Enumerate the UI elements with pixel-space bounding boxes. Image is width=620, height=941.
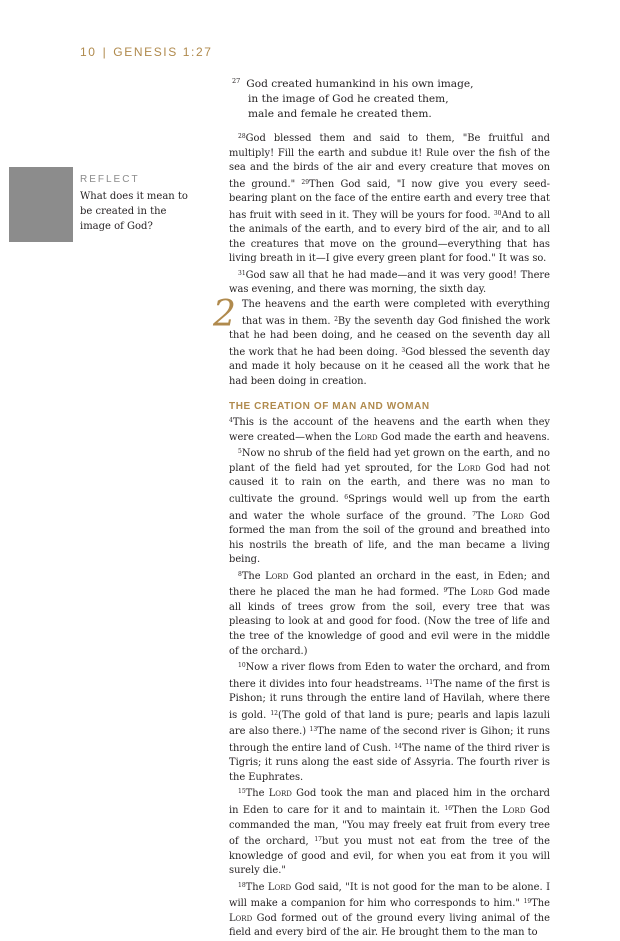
chapter-number: 2 bbox=[213, 294, 236, 336]
reflect-title: REFLECT bbox=[80, 174, 140, 185]
header-separator: | bbox=[102, 45, 108, 59]
reflect-sidebar-marker bbox=[9, 167, 73, 242]
paragraph: $^8$The Lord God planted an orchard in the east, in Eden; and there he placed the man he had formed. $^9$The Lord God made all kinds of trees grow from the soil, every tree that was pleasing to look at and good for food. (Now the tree of life and the tree of the knowledge of good and evil were in the middle of the orchard.) bbox=[229, 570, 550, 657]
poem-line: in the image of God he created them, bbox=[248, 93, 449, 106]
paragraph: $^{31}$God saw all that he had made—and it was very good! There was evening, and there was morning, the sixth day. bbox=[229, 269, 550, 296]
poem-line: $^{27}$ God created humankind in his own image, bbox=[232, 77, 474, 90]
poem-line: male and female he created them. bbox=[248, 108, 432, 121]
paragraph: $^{15}$The Lord God took the man and placed him in the orchard in Eden to care for it and to maintain it. $^{16}$Then the Lord God commanded the man, "You may freely eat fruit from every tree of the orchard, $^{17}$but you must not eat from the tree of the knowledge of good and evil, for when you eat from it you will surely die." bbox=[229, 788, 550, 877]
paragraph: $^5$Now no shrub of the field had yet grown on the earth, and no plant of the field had yet sprouted, for the Lord God had not caused it to rain on the earth, and there was no man to cultivate the ground. $^6$Springs would well up from the earth and water the whole surface of the ground. $^7$The Lord God formed the man from the soil of the ground and breathed into his nostrils the breath of life, and the man became a living being. bbox=[229, 448, 550, 566]
paragraph: $^4$This is the account of the heavens and the earth when they were created—when the Lord God made the earth and heavens. bbox=[229, 417, 550, 443]
verse-number: 27 bbox=[232, 77, 241, 85]
paragraph: $^{10}$Now a river flows from Eden to water the orchard, and from there it divides into four headstreams. $^{11}$The name of the first is Pishon; it runs through the entire land of Havilah, where there is gold. $^{12}$(The gold of that land is pure; pearls and lapis lazuli are also there.) $^{13}$The name of the second river is Gihon; it runs through the entire land of Cush. $^{14}$The name of the third river is Tigris; it runs along the east side of Assyria. The fourth river is the Euphrates. bbox=[229, 662, 550, 783]
poetry-block bbox=[232, 74, 562, 123]
paragraph: $^{28}$God blessed them and said to them, "Be fruitful and multiply! Fill the earth and subdue it! Rule over the fish of the sea and the birds of the air and every creature that moves on the ground." $^{29}$Then God said, "I now give you every seed-bearing plant on the face of the entire earth and every tree that has fruit with seed in it. They will be yours for food. $^{30}$And to all the animals of the earth, and to every bird of the air, and to all the creatures that move on the ground—everything that has living breath in it—I give every green plant for food." It was so. bbox=[229, 133, 550, 265]
paragraph: 2 The heavens and the earth were completed with everything that was in them. $^2$By the seventh day God finished the work that he had been doing, and he ceased on the seventh day all the work that he had been doing. $^3$God blessed the seventh day and made it holy because on it he ceased all the work that he had been doing in creation. bbox=[213, 294, 551, 387]
section-heading: THE CREATION OF MAN AND WOMAN bbox=[229, 401, 430, 413]
paragraph: $^{18}$The Lord God said, "It is not good for the man to be alone. I will make a companion for him who corresponds to him." $^{19}$The Lord God formed out of the ground every living animal of the field and every bird of the air. He brought them to the man to bbox=[229, 881, 550, 939]
scripture-text bbox=[213, 130, 551, 941]
page-number: 10 bbox=[80, 45, 97, 59]
reflect-question: What does it mean to be created in the image of God? bbox=[80, 191, 188, 232]
book-reference: GENESIS 1:27 bbox=[113, 45, 213, 59]
running-header bbox=[80, 45, 213, 59]
